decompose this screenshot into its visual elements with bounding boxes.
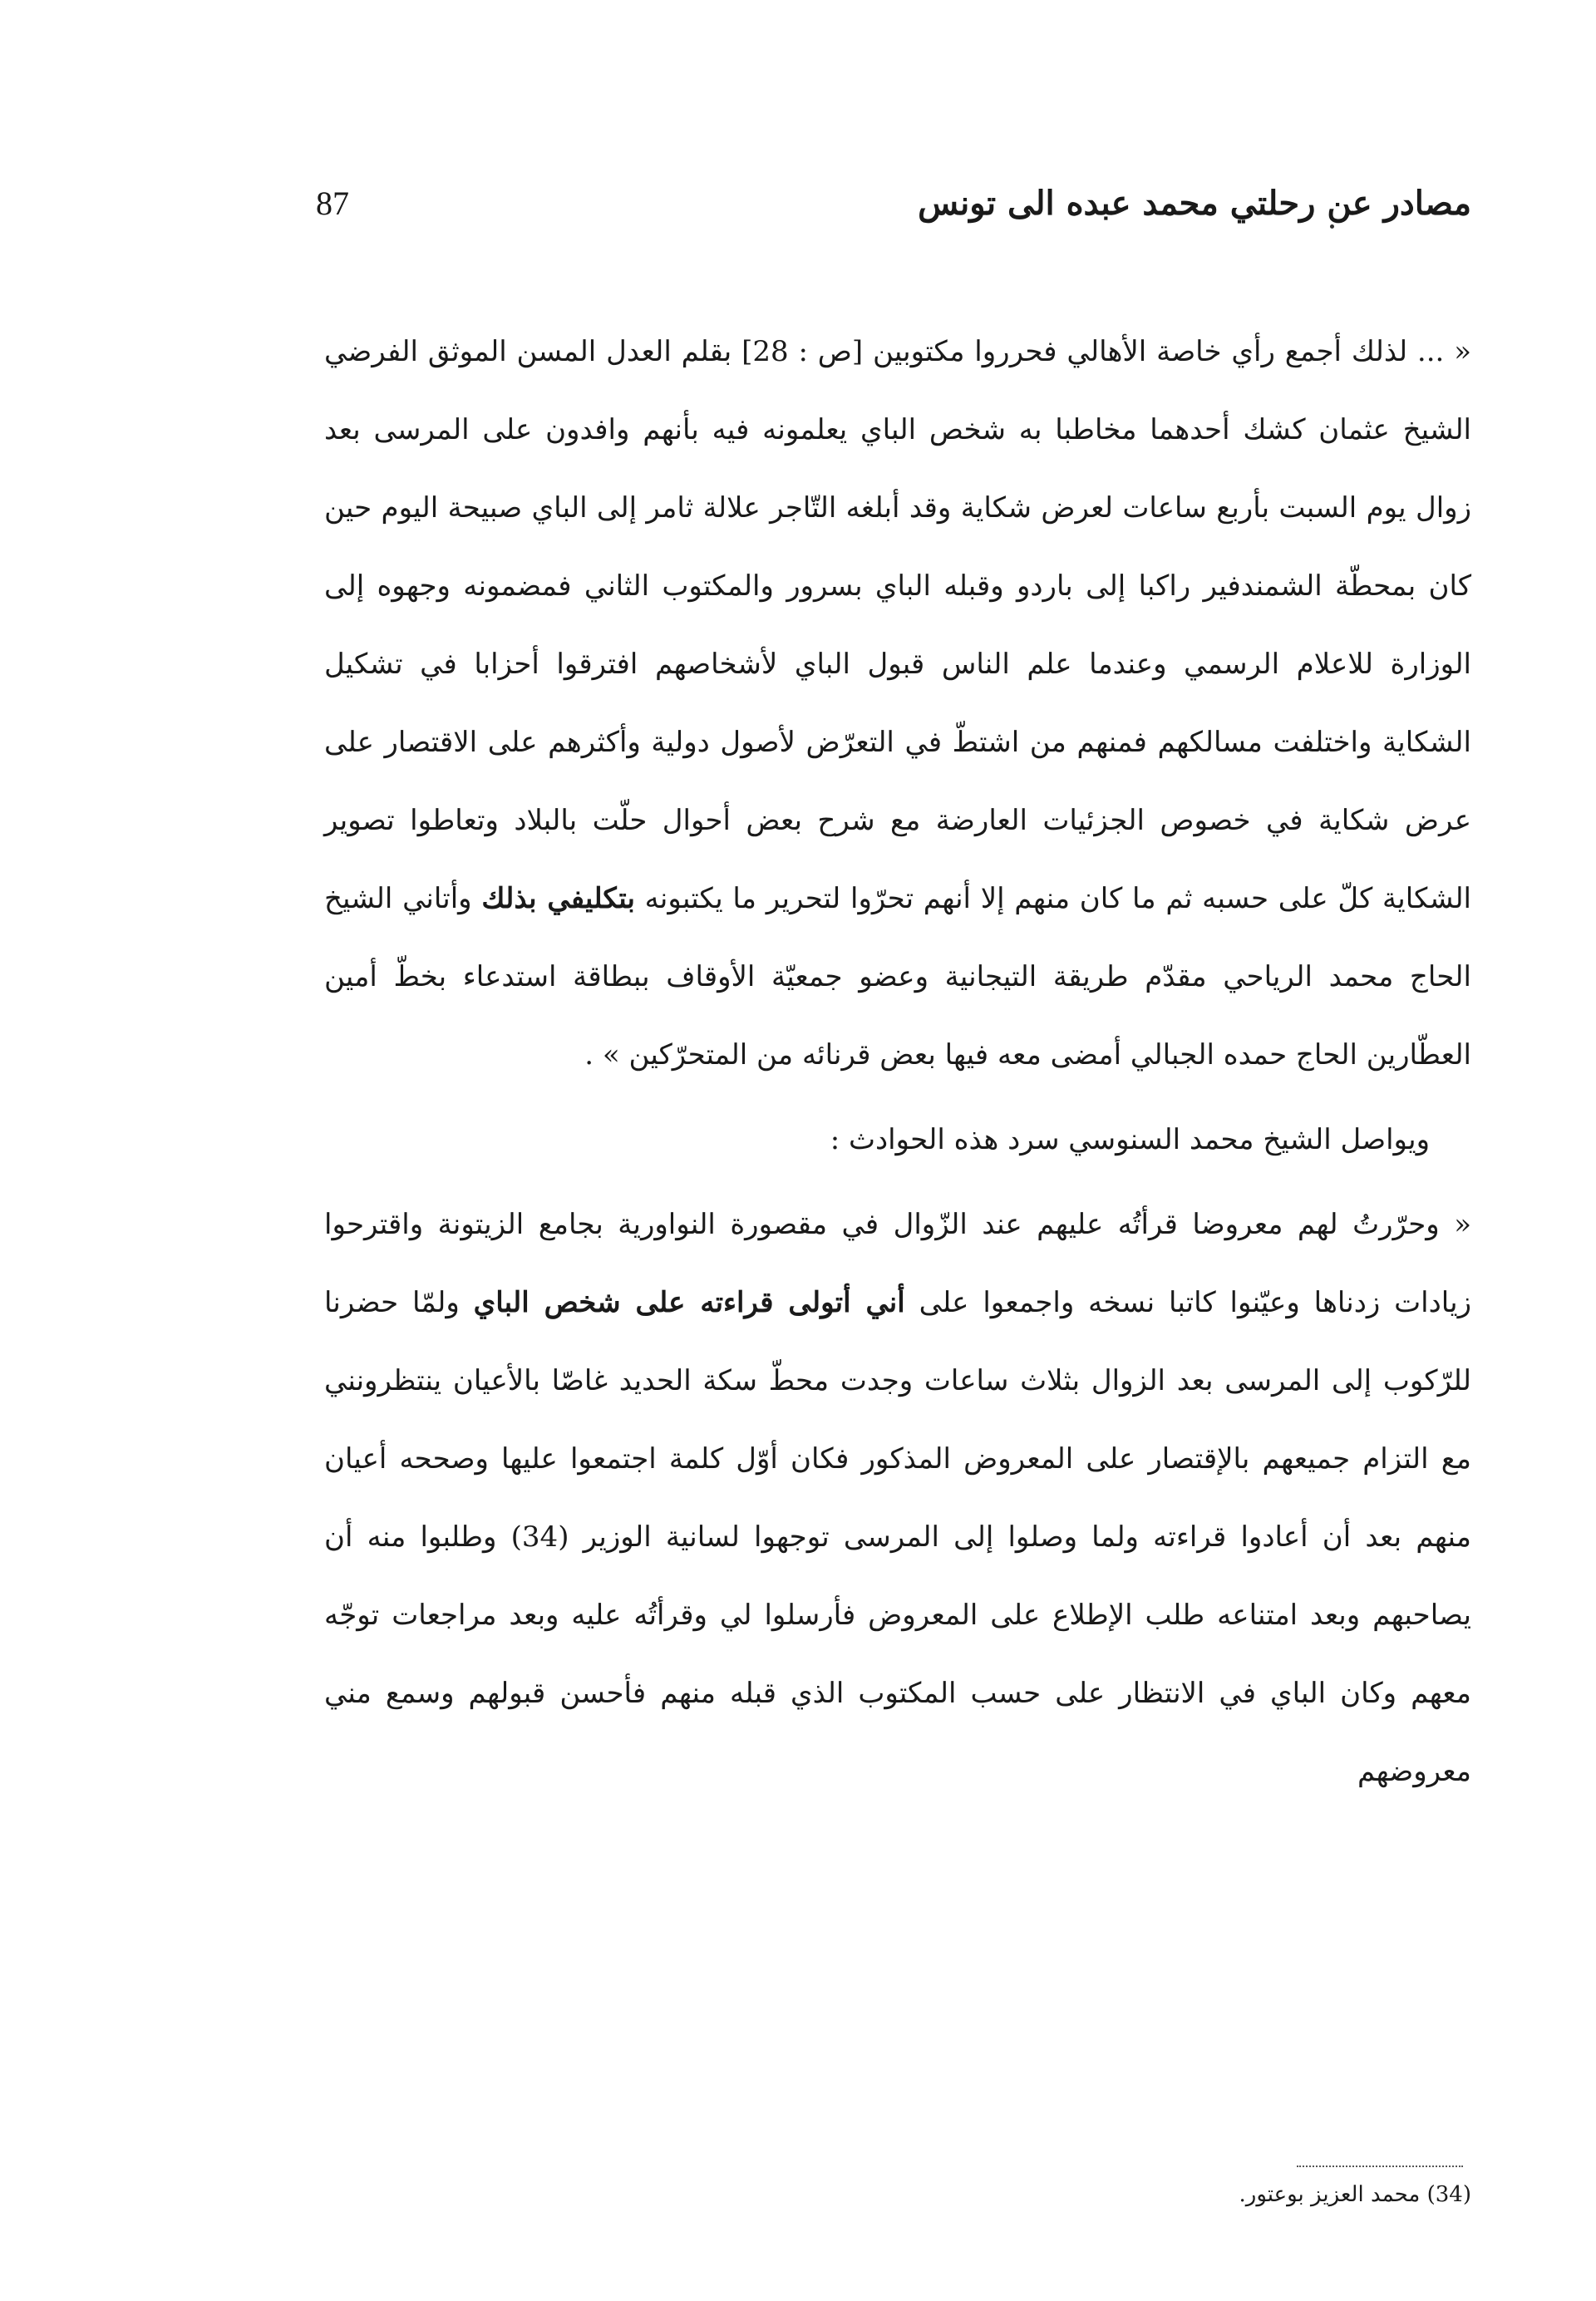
quote-paragraph-2 bbox=[324, 1185, 1471, 1811]
text-segment: وأتاني الشيخ الحاج محمد الرياحي مقدّم طريقة التيجانية وعضو جمعيّة الأوقاف ببطاقة استدعاء بخطّ أمين العطّارين الحاج حمده الجبالي أمضى معه فيها بعض قرنائه من المتحرّكين » . bbox=[324, 882, 1471, 1072]
text-segment: « وحرّرتُ لهم معروضا قرأتُه عليهم عند الزّوال في مقصورة النواورية بجامع الزيتونة واقترحوا زيادات زدناها وعيّنوا كاتبا نسخه واجمعوا على bbox=[324, 1208, 1472, 1319]
text-segment: « ... لذلك أجمع رأي خاصة الأهالي فحرروا مكتوبين [ص : 28] بقلم العدل المسن الموثق الفرضي الشيخ عثمان كشك أحدهما مخاطبا به شخص الباي يعلمونه فيه بأنهم وافدون على المرسى بعد زوال يوم السبت بأربع ساعات لعرض شكاية وقد أبلغه التّاجر علالة ثامر إلى الباي صبيحة اليوم حين كان بمحطّة الشمندفير راكبا إلى باردو وقبله الباي بسرور والمكتوب الثاني فمضمونه وجهوه إلى الوزارة للاعلام الرسمي وعندما علم الناس قبول الباي لأشخاصهم افترقوا أحزابا في تشكيل الشكاية واختلفت مسالكهم فمنهم من اشتطّ في التعرّض لأصول دولية وأكثرهم على الاقتصار على عرض شكاية في خصوص الجزئيات العارضة مع شرح بعض أحوال حلّت بالبلاد وتعاطوا تصوير الشكاية كلّ على حسبه ثم ما كان منهم إلا أنهم تحرّوا لتحرير ما يكتبونه bbox=[324, 335, 1472, 915]
bold-phrase: أني أتولى قراءته على شخص الباي bbox=[473, 1286, 905, 1319]
quote-paragraph-1 bbox=[324, 313, 1471, 1094]
bold-phrase: بتكليفي بذلك bbox=[481, 882, 635, 915]
text-segment: ويواصل الشيخ محمد السنوسي سرد هذه الحوادث : bbox=[830, 1123, 1430, 1156]
page-header bbox=[316, 175, 1471, 233]
running-title: مصادر عن رحلتي محمد عبده الى تونس bbox=[918, 184, 1471, 223]
transition-paragraph bbox=[324, 1101, 1471, 1179]
header-mark bbox=[1330, 224, 1334, 229]
footnote: (34) محمد العزيز بوعتور. bbox=[1239, 2182, 1471, 2207]
page-number: 87 bbox=[316, 185, 349, 222]
body-text bbox=[324, 313, 1471, 1811]
text-segment: ولمّا حضرنا للرّكوب إلى المرسى بعد الزوال بثلاث ساعات وجدت محطّ سكة الحديد غاصّا بالأعيان ينتظرونني مع التزام جميعهم بالإقتصار على المعروض المذكور فكان أوّل كلمة اجتمعوا عليها وصححه أعيان منهم بعد أن أعادوا قراءته ولما وصلوا إلى المرسى توجهوا لسانية الوزير (34) وطلبوا منه أن يصاحبهم وبعد امتناعه طلب الإطلاع على المعروض فأرسلوا لي وقرأتُه عليه وبعد مراجعات توجّه معهم وكان الباي في الانتظار على حسب المكتوب الذي قبله منهم فأحسن قبولهم وسمع مني معروضهم bbox=[324, 1286, 1471, 1788]
footnote-divider bbox=[1297, 2166, 1463, 2167]
